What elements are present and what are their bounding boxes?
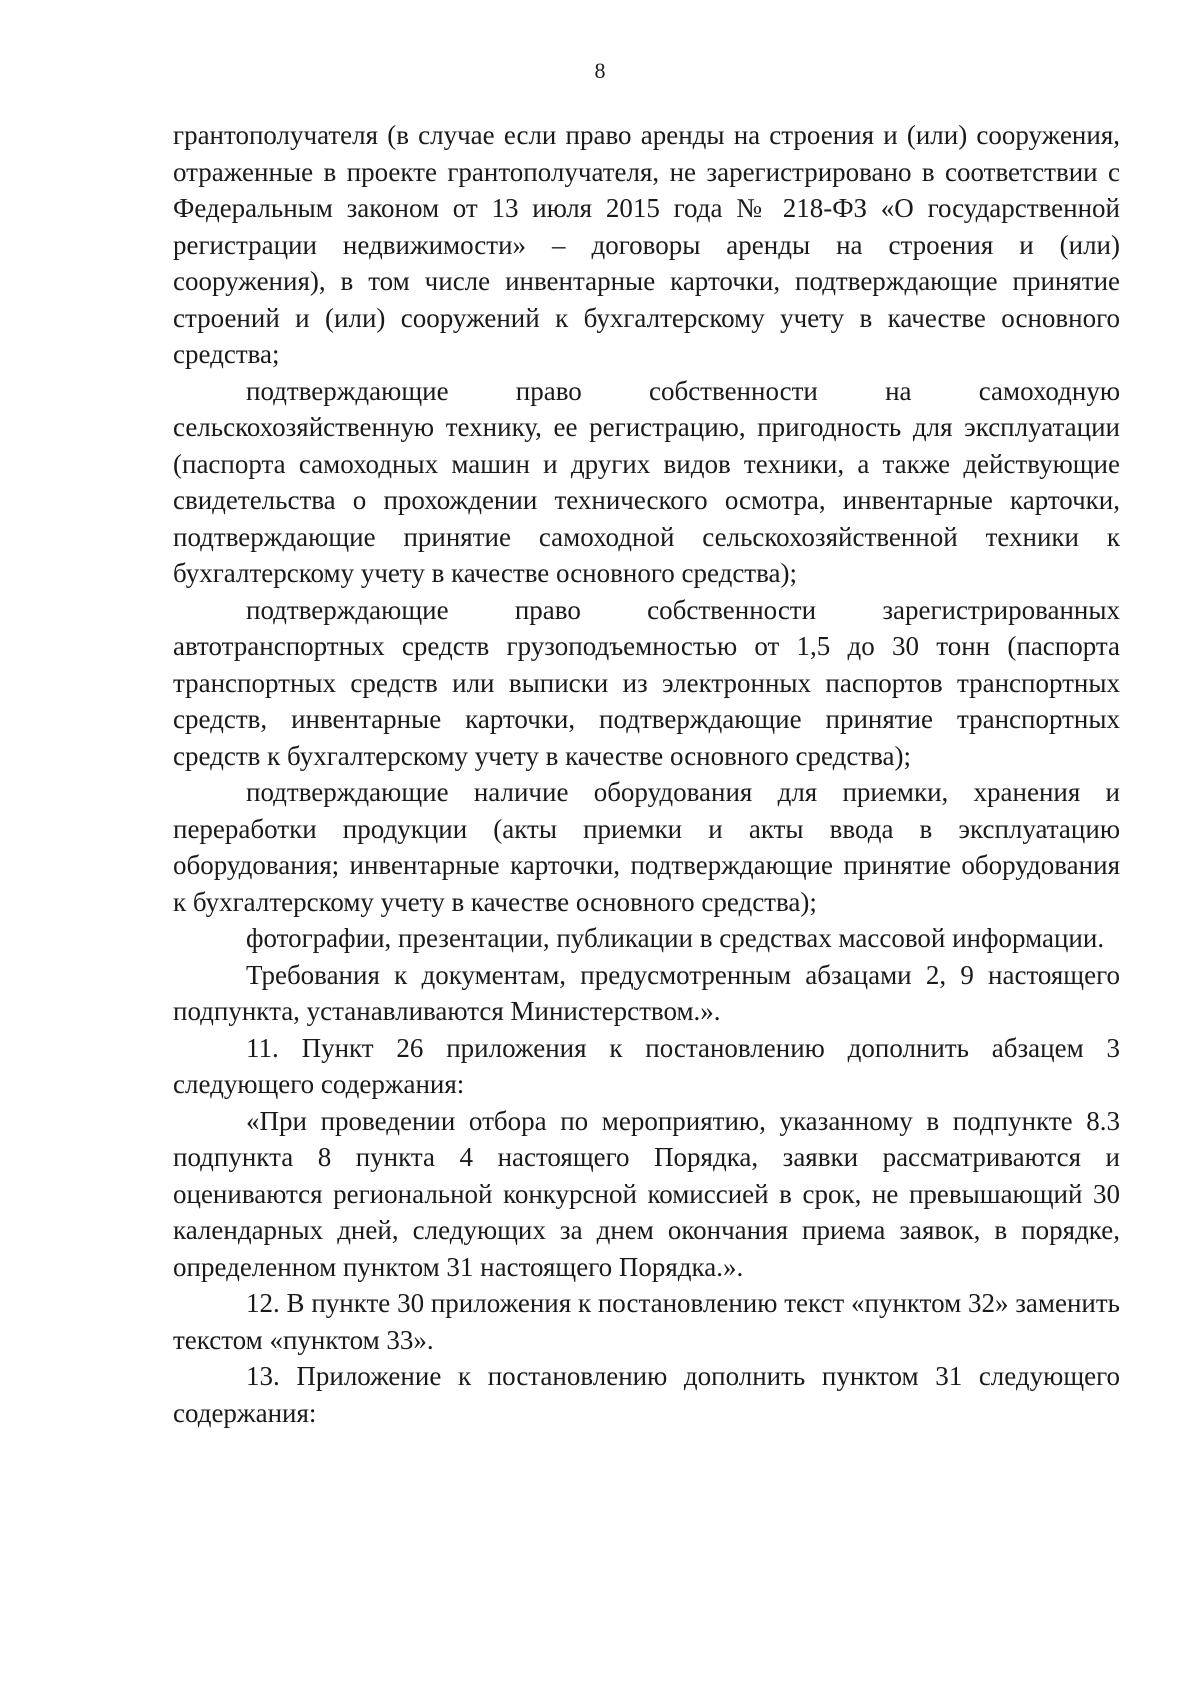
paragraph-self-propelled-machinery: подтверждающие право собственности на самоходную сельскохозяйственную технику, ее регистрацию, пригодность для эксплуатации (паспорта самоходных машин и других видов техники, а также действующие свидетельства о прохождении технического осмотра, инвентарные карточки, подтверждающие принятие самоходной сельскохозяйственной техники к бухгалтерскому учету в качестве основного средства); [173,375,1120,588]
paragraph-processing-equipment: подтверждающие наличие оборудования для приемки, хранения и переработки продукции (акты приемки и акты ввода в эксплуатацию оборудования; инвентарные карточки, подтверждающие принятие оборудования к бухгалтерскому учету в качестве основного средства); [173,777,1120,917]
paragraph-item-11-quote: «При проведении отбора по мероприятию, указанному в подпункте 8.3 подпункта 8 пункта 4 настоящего Порядка, заявки рассматриваются и оцениваются региональной конкурсной комиссией в срок, не превышающий 30 календарных дней, следующих за днем окончания приема заявок, в порядке, определенном пунктом 31 настоящего Порядка.». [173,1105,1120,1282]
paragraph-motor-vehicles: подтверждающие право собственности зарегистрированных автотранспортных средств грузоподъемностью от 1,5 до 30 тонн (паспорта транспортных средств или выписки из электронных паспортов транспортных средств, инвентарные карточки, подтверждающие принятие транспортных средств к бухгалтерскому учету в качестве основного средства); [173,594,1120,771]
paragraph-photos-publications: фотографии, презентации, публикации в средствах массовой информации. [246,923,1105,953]
paragraph-grant-recipient-lease: грантополучателя (в случае если право аренды на строения и (или) сооружения, отраженные в проекте грантополучателя, не зарегистрировано в соответствии с Федеральным законом от 13 июля 2015 года № 218-ФЗ «О государственной регистрации недвижимости» – договоры аренды на строения и (или) сооружения), в том числе инвентарные карточки, подтверждающие принятие строений и (или) сооружений к бухгалтерскому учету в качестве основного средства; [173,120,1120,369]
paragraph-item-13: 13. Приложение к постановлению дополнить пунктом 31 следующего содержания: [173,1361,1120,1428]
paragraph-item-12: 12. В пункте 30 приложения к постановлению текст «пунктом 32» заменить текстом «пунктом 33». [173,1288,1120,1355]
paragraph-document-requirements: Требования к документам, предусмотренным абзацами 2, 9 настоящего подпункта, устанавливаются Министерством.». [173,959,1120,1026]
paragraph-item-11: 11. Пункт 26 приложения к постановлению дополнить абзацем 3 следующего содержания: [173,1032,1120,1099]
page-number: 8 [594,58,606,83]
document-body [173,117,1120,1431]
